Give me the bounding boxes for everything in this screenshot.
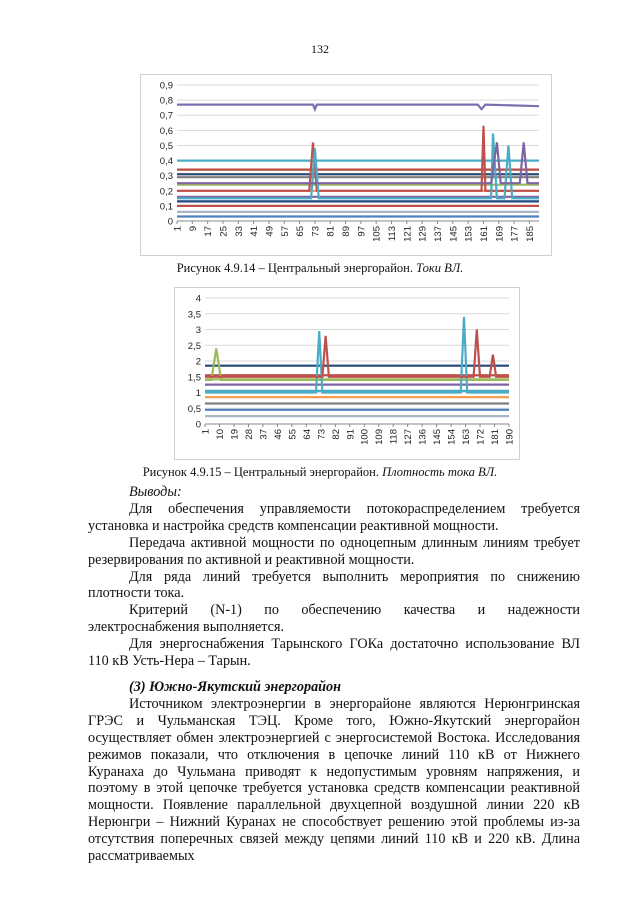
- caption-prefix: Рисунок 4.9.15 – Центральный энергорайон.: [142, 465, 383, 479]
- x-tick-label: 19: [229, 429, 241, 440]
- x-tick-label: 55: [287, 429, 299, 440]
- series-line: [205, 317, 509, 393]
- x-tick-label: 1: [172, 226, 184, 232]
- x-tick-label: 118: [388, 429, 400, 445]
- conclusion-paragraph: Для обеспечения управляемости потокораспределением требуется установка и настройка средств компенсации реактивной мощности.: [88, 500, 580, 534]
- caption-figure-4-9-15: [0, 465, 640, 480]
- page-number: 132: [311, 42, 329, 56]
- y-tick-label: 0: [195, 419, 201, 431]
- x-tick-label: 172: [475, 429, 487, 445]
- y-tick-label: 0,9: [159, 80, 173, 92]
- x-tick-label: 113: [387, 226, 399, 242]
- conclusions-block: [88, 484, 580, 670]
- caption-italic: Токи ВЛ.: [416, 261, 464, 275]
- y-tick-label: 0,3: [159, 171, 173, 183]
- x-tick-label: 25: [218, 226, 230, 237]
- x-tick-label: 127: [403, 429, 415, 445]
- x-tick-label: 1: [200, 429, 212, 435]
- x-tick-label: 154: [446, 429, 458, 445]
- x-tick-label: 105: [371, 226, 383, 242]
- x-tick-label: 73: [316, 429, 328, 440]
- chart-currents-svg: [141, 75, 551, 255]
- caption-figure-4-9-14: [0, 261, 640, 276]
- chart-current-density: [174, 287, 520, 460]
- x-tick-label: 37: [258, 429, 270, 440]
- x-tick-label: 65: [295, 226, 307, 237]
- conclusion-paragraph: Для энергоснабжения Тарынского ГОКа достаточно использование ВЛ 110 кВ Усть-Нера – Тарын.: [88, 636, 580, 670]
- x-tick-label: 57: [279, 226, 291, 237]
- y-tick-label: 0,8: [159, 95, 173, 107]
- y-tick-label: 0,5: [187, 403, 201, 415]
- y-tick-label: 3: [195, 325, 201, 336]
- y-tick-label: 0,1: [159, 201, 173, 213]
- x-tick-label: 161: [478, 226, 490, 242]
- x-tick-label: 97: [356, 226, 368, 237]
- x-tick-label: 190: [504, 429, 516, 445]
- x-tick-label: 185: [524, 226, 536, 242]
- y-tick-label: 1,5: [187, 372, 201, 384]
- chart-current-density-svg: [175, 288, 519, 459]
- x-tick-label: 49: [264, 226, 276, 237]
- series-line: [177, 105, 539, 110]
- x-tick-label: 46: [272, 429, 284, 440]
- x-tick-label: 153: [463, 226, 475, 242]
- section-paragraph: Источником электроэнергии в энергорайоне являются Нерюнгринская ГРЭС и Чульманская ТЭЦ. Кроме того, Южно-Якутский энергорайон осуществляет обмен электроэнергией с энергосистемой Востока. Исследования режимов показали, что отключения в цепочке линий 110 кВ от Нижнего Куранаха до Чульмана приводят к недопустимым уровням напряжения, и поэтому в этой цепочке требуется установка средств компенсации реактивной мощности. Появление параллельной двухцепной воздушной линии 220 кВ Нерюнгри – Нижний Куранах не способствует решению этой проблемы из-за отсутствия поперечных связей между цепями линий 110 кВ и 220 кВ. Длина рассматриваемых: [88, 695, 580, 865]
- x-tick-label: 91: [345, 429, 357, 440]
- x-tick-label: 121: [402, 226, 414, 242]
- x-tick-label: 137: [432, 226, 444, 242]
- x-tick-label: 81: [325, 226, 337, 237]
- y-tick-label: 0,4: [159, 156, 173, 168]
- section-block: [88, 679, 580, 865]
- x-tick-label: 100: [359, 429, 371, 445]
- caption-prefix: Рисунок 4.9.14 – Центральный энергорайон.: [176, 261, 417, 275]
- y-tick-label: 4: [195, 293, 201, 305]
- x-tick-label: 10: [214, 429, 226, 440]
- chart-currents: [140, 74, 552, 256]
- x-tick-label: 181: [490, 429, 502, 445]
- x-tick-label: 73: [310, 226, 322, 237]
- x-tick-label: 169: [494, 226, 506, 242]
- x-tick-label: 41: [249, 226, 261, 237]
- conclusion-paragraph: Передача активной мощности по одноцепным длинным линиям требует резервирования по активной и реактивной мощности.: [88, 534, 580, 568]
- y-tick-label: 0,6: [159, 125, 173, 137]
- x-tick-label: 129: [417, 226, 429, 242]
- x-tick-label: 9: [187, 226, 199, 232]
- x-tick-label: 177: [509, 226, 521, 242]
- x-tick-label: 64: [301, 429, 313, 440]
- x-tick-label: 28: [243, 429, 255, 440]
- y-tick-label: 0,5: [159, 140, 173, 152]
- y-tick-label: 2,5: [187, 340, 201, 352]
- y-tick-label: 0,2: [159, 186, 173, 198]
- x-tick-label: 163: [461, 429, 473, 445]
- x-tick-label: 145: [432, 429, 444, 445]
- x-tick-label: 136: [417, 429, 429, 445]
- y-tick-label: 1: [195, 388, 201, 399]
- section-heading: (3) Южно-Якутский энергорайон: [129, 679, 342, 695]
- series-line: [177, 126, 539, 191]
- y-tick-label: 2: [195, 356, 201, 368]
- x-tick-label: 109: [374, 429, 386, 445]
- x-tick-label: 82: [330, 429, 342, 440]
- conclusion-paragraph: Критерий (N-1) по обеспечению качества и надежности электроснабжения выполняется.: [88, 602, 580, 636]
- x-tick-label: 89: [341, 226, 353, 237]
- conclusions-heading: Выводы:: [129, 484, 182, 500]
- conclusion-paragraph: Для ряда линий требуется выполнить мероприятия по снижению плотности тока.: [88, 568, 580, 602]
- y-tick-label: 0: [167, 216, 173, 228]
- x-tick-label: 145: [448, 226, 460, 242]
- y-tick-label: 3,5: [187, 309, 201, 321]
- x-tick-label: 17: [203, 226, 215, 237]
- x-tick-label: 33: [233, 226, 245, 237]
- y-tick-label: 0,7: [159, 110, 173, 122]
- caption-italic: Плотность тока ВЛ.: [382, 465, 498, 479]
